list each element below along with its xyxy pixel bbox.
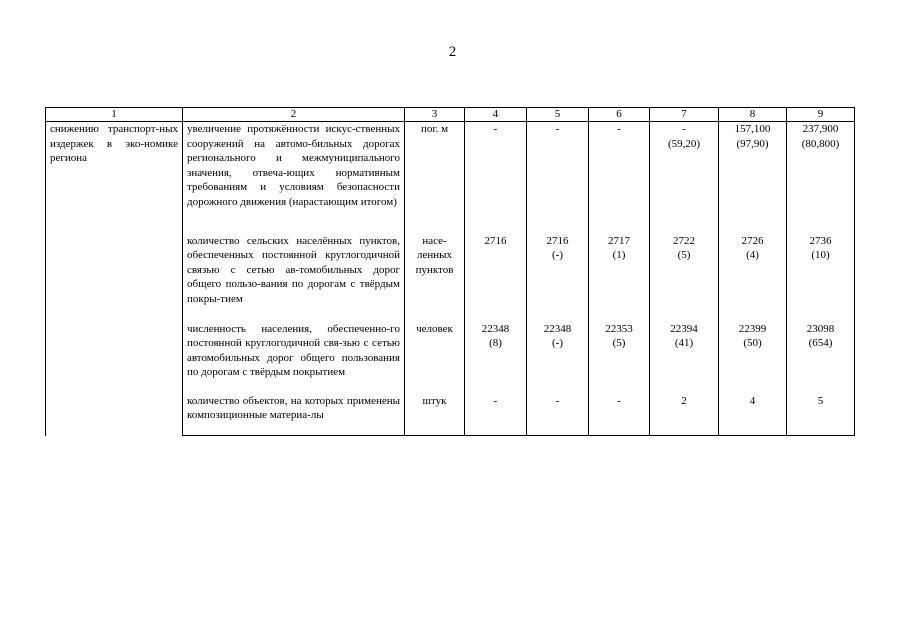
value-increment: (50) <box>743 337 762 349</box>
indicators-table <box>45 107 855 436</box>
value-increment: (-) <box>552 249 563 261</box>
value-main: - <box>493 123 498 135</box>
value-main: 2736 <box>809 234 832 247</box>
value-cell <box>650 122 719 230</box>
value-cell <box>527 390 589 436</box>
value-increment: (5) <box>612 337 626 349</box>
value-cell <box>527 230 589 318</box>
value-cell <box>465 230 527 318</box>
value-cell <box>527 122 589 230</box>
indicator-name-cell: количество объектов, на которых применены композиционные материа-лы <box>183 390 405 436</box>
header-cell: 2 <box>183 108 405 122</box>
indicator-name-cell: увеличение протяжённости искус-ственных сооружений на автомо-бильных дорогах регионального и межмуниципального значения, отвеча-ющих нормативным требованиям и условиям безопасности дорожного движения (нарастающим итогом) <box>183 122 405 230</box>
indicator-name-cell: количество сельских населённых пунктов, обеспеченных постоянной круглогодичной связью с сетью ав-томобильных дорог общего пользо-вания по дорогам с твёрдым покры-тием <box>183 230 405 318</box>
unit-cell: насе-ленных пунктов <box>405 230 465 318</box>
value-cell <box>719 318 787 390</box>
value-main: 157,100 <box>734 123 771 135</box>
value-main: 2717 <box>608 234 630 247</box>
value-main: 4 <box>749 394 756 407</box>
value-increment: (80,800) <box>801 137 840 150</box>
value-cell <box>465 318 527 390</box>
value-cell <box>719 230 787 318</box>
header-cell: 5 <box>527 108 589 122</box>
value-cell <box>787 122 855 230</box>
value-cell <box>719 390 787 436</box>
value-main: - <box>682 123 686 135</box>
unit-cell: человек <box>405 318 465 390</box>
indicator-name-cell: численность населения, обеспеченно-го постоянной круглогодичной свя-зью с сетью автомобильных дорог общего пользования по дорогам с твёрдым покрытием <box>183 318 405 390</box>
table-row <box>46 122 855 230</box>
header-cell: 6 <box>589 108 650 122</box>
value-main: - <box>555 394 560 407</box>
value-cell <box>787 390 855 436</box>
value-main: 22394 <box>670 322 698 335</box>
value-main: 2726 <box>741 234 764 247</box>
header-cell: 9 <box>787 108 855 122</box>
value-cell <box>527 318 589 390</box>
page-number: 2 <box>448 44 457 60</box>
value-main: 2722 <box>673 234 695 247</box>
value-increment: (41) <box>674 337 694 349</box>
value-main: 22399 <box>738 322 767 335</box>
value-main: 22353 <box>605 322 633 335</box>
header-cell: 7 <box>650 108 719 122</box>
header-cell: 3 <box>405 108 465 122</box>
value-cell <box>465 390 527 436</box>
goal-cell: снижению транспорт-ных издержек в эко-номике региона <box>46 122 183 436</box>
unit-cell: штук <box>405 390 465 436</box>
value-increment: (59,20) <box>667 137 701 150</box>
value-cell <box>465 122 527 230</box>
value-main: 23098 <box>806 322 835 335</box>
value-cell <box>650 318 719 390</box>
value-increment: (1) <box>612 249 626 261</box>
value-cell <box>589 230 650 318</box>
value-increment: (8) <box>489 337 502 349</box>
value-main: - <box>493 394 498 407</box>
value-cell <box>589 318 650 390</box>
header-cell: 4 <box>465 108 527 122</box>
header-row <box>46 108 855 122</box>
unit-cell: пог. м <box>405 122 465 230</box>
header-cell: 8 <box>719 108 787 122</box>
value-main: 2716 <box>546 234 569 247</box>
value-increment: (4) <box>746 249 759 261</box>
value-main: - <box>617 123 621 135</box>
value-main: 237,900 <box>802 123 839 135</box>
value-increment: (654) <box>808 337 833 349</box>
value-increment: (5) <box>677 249 691 261</box>
value-main: 5 <box>817 394 824 407</box>
header-cell: 1 <box>46 108 183 122</box>
value-main: - <box>555 123 560 135</box>
value-main: 2716 <box>484 234 507 247</box>
value-main: 22348 <box>481 322 510 335</box>
value-cell <box>650 230 719 318</box>
value-increment: (10) <box>811 249 830 261</box>
value-cell <box>589 122 650 230</box>
value-cell <box>589 390 650 436</box>
value-cell <box>787 318 855 390</box>
value-cell <box>787 230 855 318</box>
value-increment: (97,90) <box>736 137 769 150</box>
value-main: 22348 <box>543 322 572 335</box>
value-main: 2 <box>681 394 687 407</box>
value-cell <box>650 390 719 436</box>
value-main: - <box>617 394 621 407</box>
value-increment: (-) <box>552 337 563 349</box>
value-cell <box>719 122 787 230</box>
